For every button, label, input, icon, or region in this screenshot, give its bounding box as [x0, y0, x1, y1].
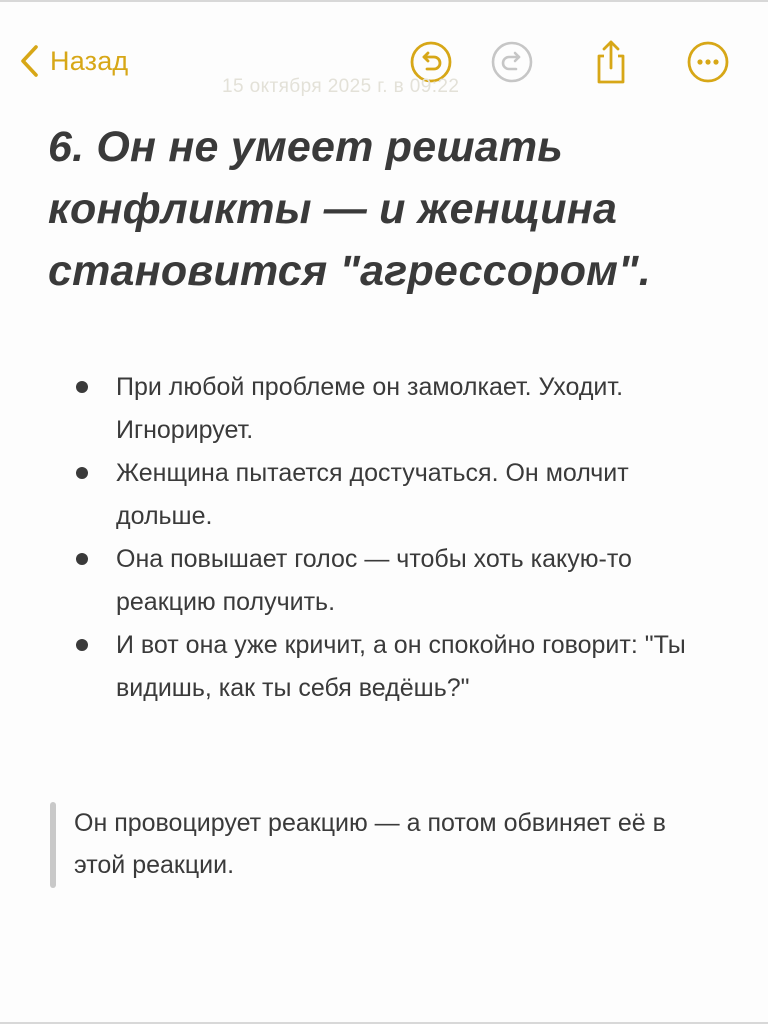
list-item — [76, 538, 716, 624]
block-quote — [50, 802, 690, 888]
quote-bar — [50, 802, 56, 888]
notes-toolbar — [0, 0, 768, 120]
back-button[interactable] — [20, 44, 128, 78]
chevron-left-icon — [20, 44, 40, 78]
bullet-icon — [76, 381, 88, 393]
note-date: 15 октября 2025 г. в 09:22 — [222, 76, 460, 97]
bullet-icon — [76, 467, 88, 479]
back-label: Назад — [50, 45, 129, 76]
bullet-list — [76, 366, 716, 710]
more-button[interactable] — [686, 40, 730, 84]
list-item-text: Она повышает голос — чтобы хоть какую-то реакцию получить. — [116, 545, 632, 616]
bullet-icon — [76, 639, 88, 651]
note-title: 6. Он не умеет решать конфликты — и женщина становится "агрессором". — [48, 123, 651, 295]
share-icon — [589, 38, 633, 86]
list-item-text: И вот она уже кричит, а он спокойно говорит: "Ты видишь, как ты себя ведёшь?" — [116, 631, 686, 702]
list-item — [76, 624, 716, 710]
more-icon — [686, 40, 730, 84]
list-item-text: Женщина пытается достучаться. Он молчит дольше. — [116, 459, 629, 530]
list-item — [76, 452, 716, 538]
list-item-text: При любой проблеме он замолкает. Уходит. Игнорирует. — [116, 373, 624, 444]
list-item — [76, 366, 716, 452]
bullet-icon — [76, 553, 88, 565]
share-button[interactable] — [589, 38, 633, 82]
quote-text: Он провоцирует реакцию — а потом обвиняет её в этой реакции. — [74, 809, 666, 879]
